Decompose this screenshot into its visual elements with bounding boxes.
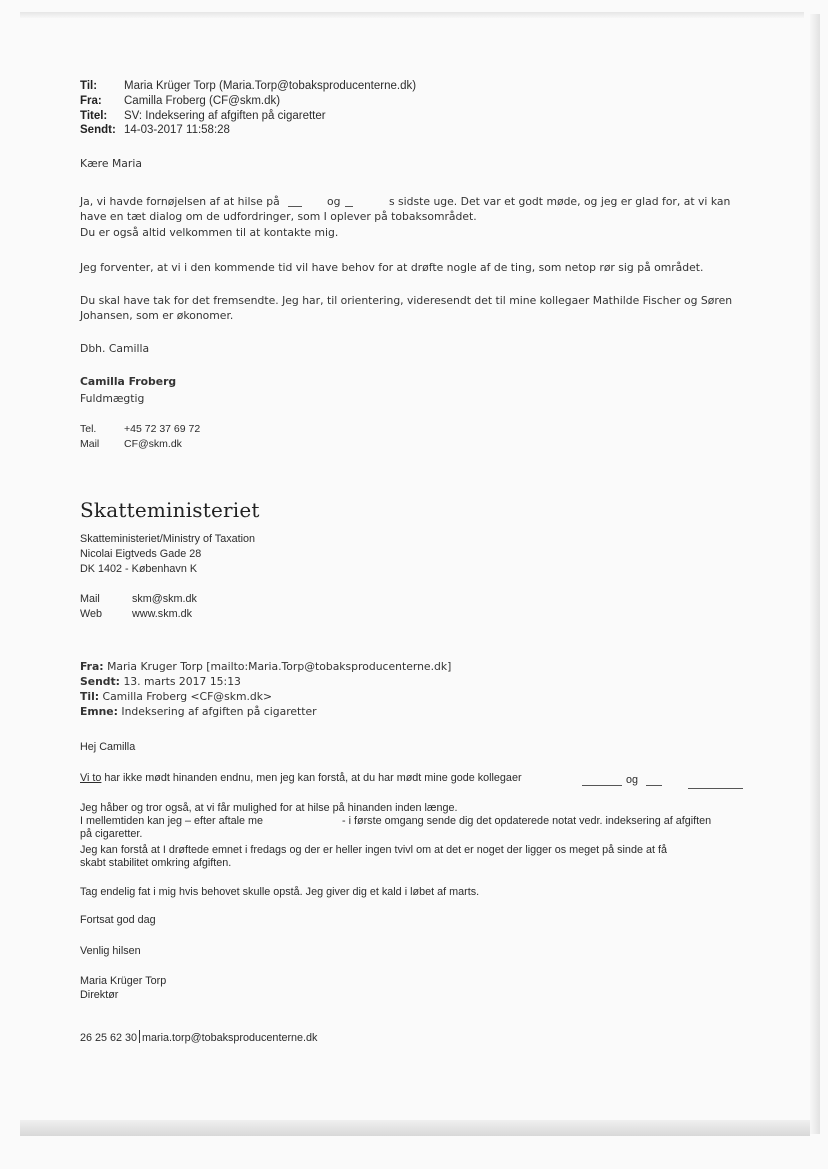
original-fra-label: Fra: bbox=[80, 660, 104, 673]
reply-closing: Dbh. Camilla bbox=[80, 342, 150, 355]
original-p3: Tag endelig fat i mig hvis behovet skulle opstå. Jeg giver dig et kald i løbet af marts. bbox=[80, 886, 480, 898]
redaction-mark bbox=[688, 788, 743, 789]
ministry-line3: DK 1402 - København K bbox=[80, 563, 198, 575]
reply-paragraph-2: Jeg forventer, at vi i den kommende tid vil have behov for at drøfte nogle af de ting, som netop rør sig på området. bbox=[80, 261, 704, 274]
reply-p1-line1-b: og bbox=[327, 195, 341, 208]
header-til-label: Til: bbox=[80, 80, 98, 92]
scan-edge-top bbox=[20, 12, 804, 18]
original-emne-value: Indeksering af afgiften på cigaretter bbox=[121, 705, 317, 718]
original-greeting: Hej Camilla bbox=[80, 741, 136, 753]
original-sig-name: Maria Krüger Torp bbox=[80, 975, 167, 987]
reply-p1-line3: Du er også altid velkommen til at kontakte mig. bbox=[80, 226, 339, 239]
original-p1-c: og bbox=[626, 774, 639, 786]
reply-p3-line2: Johansen, som er økonomer. bbox=[80, 309, 234, 322]
redaction-mark bbox=[582, 785, 622, 786]
signature-tel-label: Tel. bbox=[80, 423, 97, 435]
signature-mail-label: Mail bbox=[80, 438, 100, 450]
original-p2-line1: Jeg håber og tror også, at vi får mulighed for at hilse på hinanden inden længe. bbox=[80, 802, 458, 814]
signature-title: Fuldmægtig bbox=[80, 392, 145, 405]
original-p1 bbox=[80, 772, 522, 784]
original-phone: 26 25 62 30 bbox=[80, 1032, 138, 1044]
ministry-brand-logo: Skatteministeriet bbox=[80, 498, 260, 522]
signature-mail-value: CF@skm.dk bbox=[124, 438, 182, 450]
header-titel-value: SV: Indeksering af afgiften på cigaretter bbox=[124, 110, 326, 122]
original-fra-value: Maria Kruger Torp [mailto:Maria.Torp@tobaksproducenterne.dk] bbox=[107, 660, 452, 673]
reply-p1-line2: have en tæt dialog om de udfordringer, som I oplever på tobaksområdet. bbox=[80, 210, 477, 223]
original-til-value: Camilla Froberg <CF@skm.dk> bbox=[102, 690, 273, 703]
reply-p1-line1-c: s sidste uge. Det var et godt møde, og jeg er glad for, at vi kan bbox=[389, 195, 731, 208]
original-sig-title: Direktør bbox=[80, 989, 119, 1001]
header-til-value: Maria Krüger Torp (Maria.Torp@tobaksproducenterne.dk) bbox=[124, 80, 417, 92]
ministry-line1: Skatteministeriet/Ministry of Taxation bbox=[80, 533, 256, 545]
original-sendt bbox=[80, 675, 241, 688]
original-p1-a: Vi to bbox=[80, 772, 102, 784]
reply-greeting: Kære Maria bbox=[80, 157, 142, 170]
original-p5: Venlig hilsen bbox=[80, 945, 141, 957]
header-sendt-value: 14-03-2017 11:58:28 bbox=[124, 124, 230, 136]
original-p2-line4: Jeg kan forstå at I drøftede emnet i fredags og der er heller ingen tvivl om at det er noget der ligger os meget på sinde at få bbox=[80, 844, 667, 856]
header-fra-value: Camilla Froberg (CF@skm.dk) bbox=[124, 95, 281, 107]
reply-p3-line1: Du skal have tak for det fremsendte. Jeg har, til orientering, videresendt det til mine kollegaer Mathilde Fischer og Søren bbox=[80, 294, 733, 307]
header-titel-label: Titel: bbox=[80, 110, 108, 122]
signature-name: Camilla Froberg bbox=[80, 375, 177, 388]
original-p2-line5: skabt stabilitet omkring afgiften. bbox=[80, 857, 232, 869]
original-p1-b: har ikke mødt hinanden endnu, men jeg kan forstå, at du har mødt mine gode kollegaer bbox=[101, 772, 522, 784]
scan-edge-bottom bbox=[20, 1120, 810, 1136]
ministry-mail-label: Mail bbox=[80, 593, 100, 605]
redaction-mark bbox=[646, 785, 662, 786]
original-emne-label: Emne: bbox=[80, 705, 118, 718]
original-til bbox=[80, 690, 272, 703]
original-sendt-label: Sendt: bbox=[80, 675, 120, 688]
ministry-mail-value: skm@skm.dk bbox=[132, 593, 197, 605]
original-p4: Fortsat god dag bbox=[80, 914, 156, 926]
redaction-mark bbox=[288, 206, 302, 207]
original-emne bbox=[80, 705, 317, 718]
separator-bar bbox=[139, 1030, 140, 1043]
header-sendt-label: Sendt: bbox=[80, 124, 116, 136]
signature-tel-value: +45 72 37 69 72 bbox=[124, 423, 201, 435]
scan-edge-right bbox=[810, 14, 820, 1134]
ministry-line2: Nicolai Eigtveds Gade 28 bbox=[80, 548, 202, 560]
original-til-label: Til: bbox=[80, 690, 100, 703]
original-fra bbox=[80, 660, 451, 673]
redaction-mark bbox=[345, 206, 353, 207]
original-contact bbox=[80, 1030, 317, 1044]
ministry-web-value: www.skm.dk bbox=[132, 608, 192, 620]
reply-p1-line1-a: Ja, vi havde fornøjelsen af at hilse på bbox=[80, 195, 280, 208]
original-email: maria.torp@tobaksproducenterne.dk bbox=[142, 1032, 318, 1044]
original-p2-line2-a: I mellemtiden kan jeg – efter aftale me bbox=[80, 815, 264, 827]
original-p2-line3: på cigaretter. bbox=[80, 828, 143, 840]
original-p2-line2-b: - i første omgang sende dig det opdaterede notat vedr. indeksering af afgiften bbox=[342, 815, 712, 827]
header-fra-label: Fra: bbox=[80, 95, 102, 107]
original-sendt-value: 13. marts 2017 15:13 bbox=[123, 675, 241, 688]
ministry-web-label: Web bbox=[80, 608, 103, 620]
